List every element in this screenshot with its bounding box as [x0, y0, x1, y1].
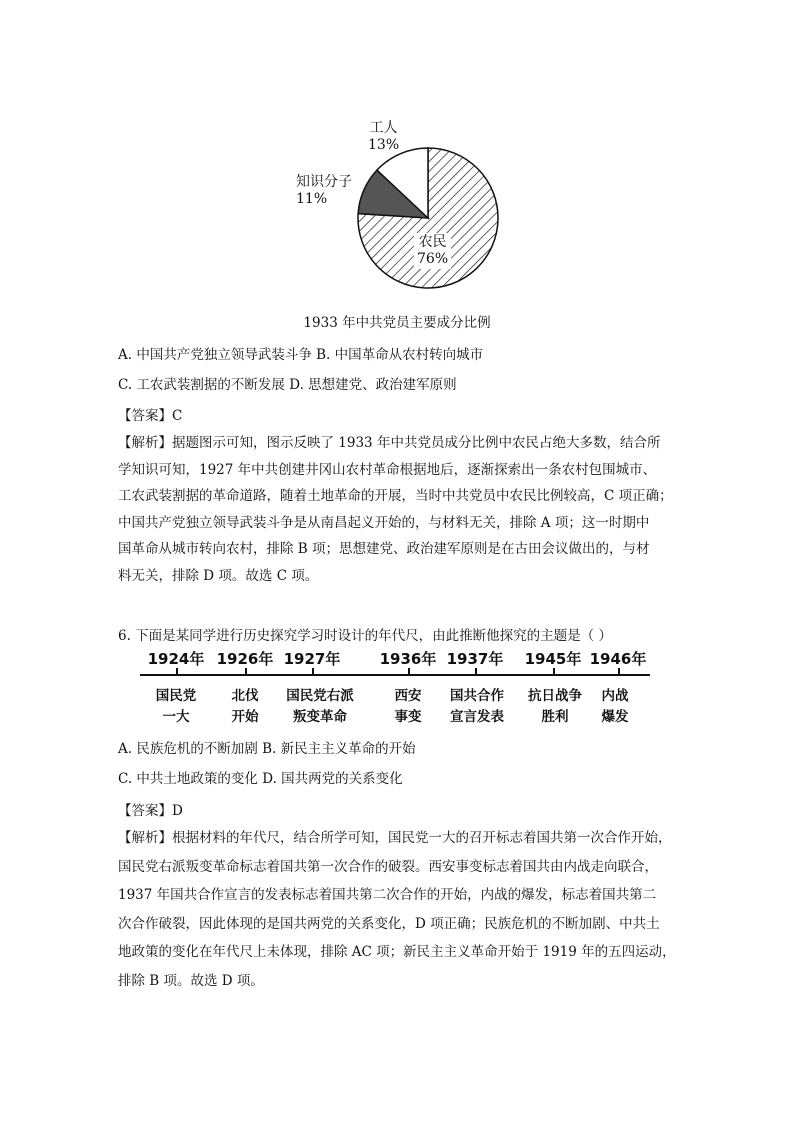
- timeline-tick: [618, 668, 620, 675]
- slice-value-peasants: 76%: [417, 251, 449, 267]
- q6-analysis-line: 次合作破裂，因此体现的是国共两党的关系变化，D 项正确；民族危机的不断加剧、中共土: [118, 915, 660, 932]
- timeline-event: [528, 686, 582, 728]
- q5-analysis-line: 国革命从城市转向农村，排除 B 项；思想建党、政治建军原则是在古田会议做出的，与材: [118, 541, 650, 557]
- timeline-event-line: 事变: [394, 709, 422, 725]
- q6-analysis-line: 地政策的变化在年代尺上未体现，排除 AC 项；新民主主义革命开始于 1919 年的五四运动，: [118, 944, 676, 960]
- slice-value-workers: 13%: [368, 137, 400, 153]
- slice-label-intellectuals: [296, 174, 352, 208]
- timeline-ruler: [140, 648, 660, 728]
- timeline-event-line: 开始: [231, 709, 259, 725]
- timeline-year: 1927年: [283, 650, 341, 668]
- q6-analysis-line: 【解析】根据材料的年代尺，结合所学可知，国民党一大的召开标志着国共第一次合作开始，: [118, 830, 672, 846]
- q5-analysis: [118, 430, 684, 589]
- timeline-event-line: 国民党右派: [286, 688, 354, 704]
- timeline-event-line: 叛变革命: [293, 709, 347, 725]
- timeline-event: [450, 686, 504, 728]
- timeline-tick: [245, 668, 247, 675]
- timeline-event: [602, 686, 629, 728]
- q5-answer: 【答案】C: [118, 408, 183, 424]
- q5-analysis-line: 【解析】据题图示可知，图示反映了 1933 年中共党员成分比例中农民占绝大多数，结合所: [118, 435, 661, 451]
- timeline-axis: [140, 674, 650, 676]
- q6-options-cd: C. 中共土地政策的变化 D. 国共两党的关系变化: [118, 771, 403, 787]
- timeline-event-line: 一大: [162, 709, 190, 725]
- timeline-year: 1945年: [524, 650, 582, 668]
- timeline-event-line: 宣言发表: [450, 709, 504, 725]
- slice-value-intellectuals: 11%: [296, 191, 328, 207]
- timeline-event-line: 内战: [601, 688, 629, 704]
- q6-options-ab: A. 民族危机的不断加剧 B. 新民主主义革命的开始: [118, 741, 416, 757]
- slice-name-intellectuals: 知识分子: [296, 174, 352, 190]
- slice-label-peasants: [414, 233, 451, 269]
- slice-name-workers: 工人: [369, 120, 398, 136]
- timeline-event-line: 北伐: [231, 688, 259, 704]
- timeline-event: [232, 686, 259, 728]
- timeline-tick: [475, 668, 477, 675]
- timeline-year: 1937年: [446, 650, 504, 668]
- q5-options-cd: C. 工农武装割据的不断发展 D. 思想建党、政治建军原则: [118, 377, 457, 393]
- q6-analysis-line: 排除 B 项。故选 D 项。: [118, 972, 264, 989]
- timeline-event: [286, 686, 354, 728]
- party-composition-pie-chart: [290, 112, 510, 302]
- q5-analysis-line: 学知识可知，1927 年中共创建井冈山农村革命根据地后，逐渐探索出一条农村包围城市、: [118, 461, 657, 478]
- timeline-tick: [176, 668, 178, 675]
- slice-name-peasants: 农民: [418, 234, 447, 250]
- timeline-tick: [553, 668, 555, 675]
- q6-stem: 6. 下面是某同学进行历史探究学习时设计的年代尺，由此推断他探究的主题是（ ）: [118, 628, 612, 644]
- timeline-year: 1926年: [216, 650, 274, 668]
- timeline-event: [156, 686, 197, 728]
- q6-analysis: [118, 824, 684, 995]
- q6-analysis-line: 1937 年国共合作宣言的发表标志着国共第二次合作的开始，内战的爆发，标志着国共第二: [118, 887, 657, 903]
- timeline-tick: [408, 668, 410, 675]
- q5-analysis-line: 料无关，排除 D 项。故选 C 项。: [118, 567, 319, 584]
- q5-analysis-line: 工农武装割据的革命道路，随着土地革命的开展，当时中共党员中农民比例较高，C 项正确；: [118, 488, 673, 504]
- timeline-event-line: 国民党: [155, 688, 197, 704]
- slice-label-workers: [368, 120, 399, 154]
- timeline-year: 1924年: [147, 650, 205, 668]
- timeline-event: [395, 686, 422, 728]
- timeline-event-line: 西安: [394, 688, 422, 704]
- timeline-event-line: 爆发: [601, 709, 629, 725]
- timeline-event-line: 国共合作: [450, 688, 504, 704]
- q5-analysis-line: 中国共产党独立领导武装斗争是从南昌起义开始的，与材料无关，排除 A 项；这一时期中: [118, 514, 650, 531]
- timeline-year: 1936年: [379, 650, 437, 668]
- timeline-event-line: 抗日战争: [528, 688, 582, 704]
- timeline-event-line: 胜利: [541, 709, 569, 725]
- q5-options-ab: A. 中国共产党独立领导武装斗争 B. 中国革命从农村转向城市: [118, 347, 484, 363]
- q6-answer: 【答案】D: [118, 803, 183, 819]
- q6-analysis-line: 国民党右派叛变革命标志着国共第一次合作的破裂。西安事变标志着国共由内战走向联合，: [118, 858, 658, 875]
- timeline-tick: [312, 668, 314, 675]
- timeline-year: 1946年: [589, 650, 647, 668]
- pie-caption: 1933 年中共党员主要成分比例: [303, 315, 491, 331]
